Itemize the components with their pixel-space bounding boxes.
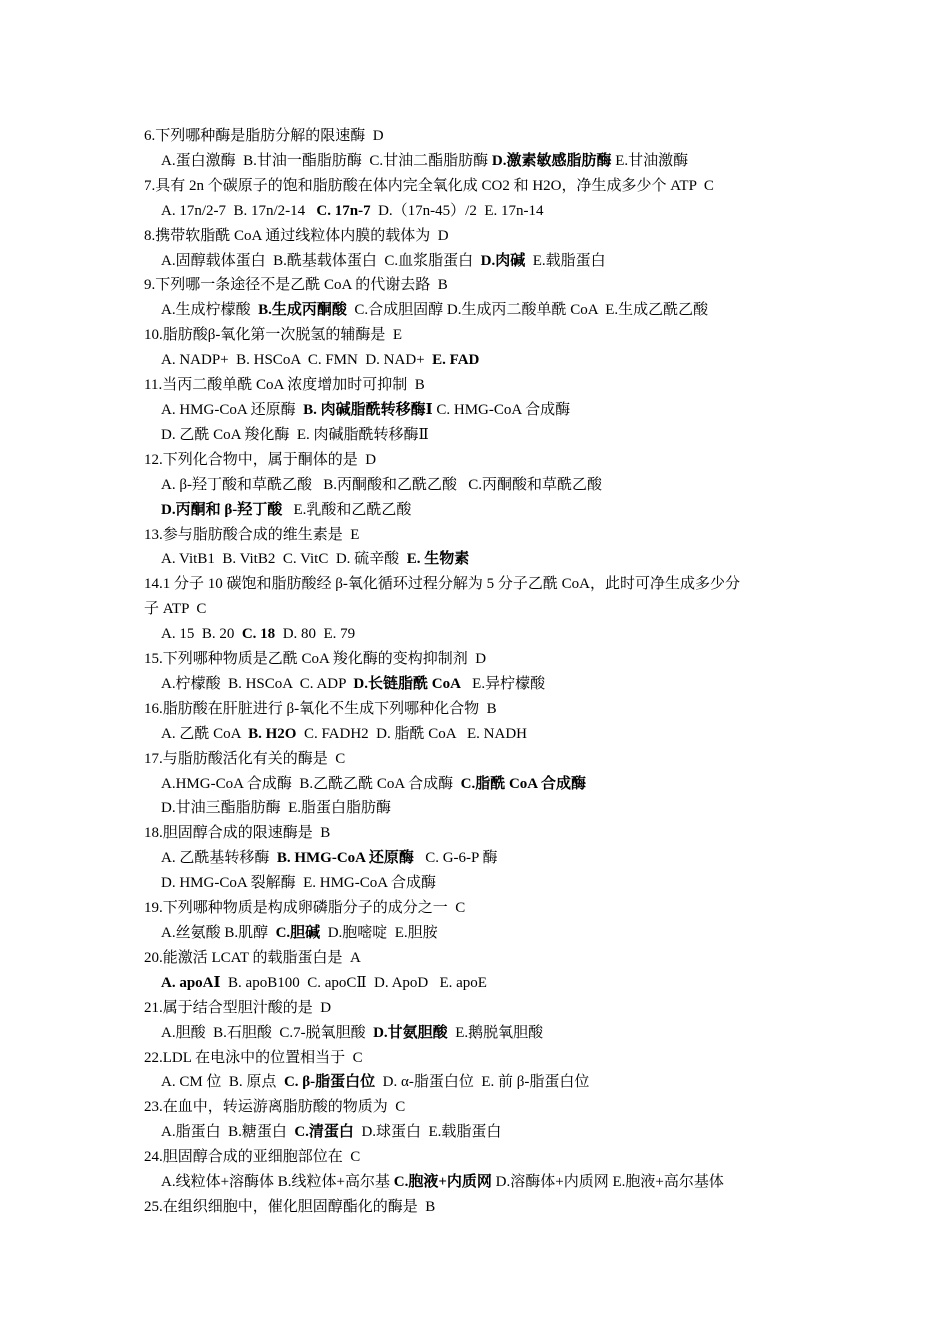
correct-answer-text: C. β-脂蛋白位: [283, 1074, 376, 1091]
answer-options-line: [144, 772, 824, 797]
text-segment: D.溶酶体+内质网 E.胞液+高尔基体: [491, 1174, 724, 1191]
text-segment: A. β-羟丁酸和草酰乙酸 B.丙酮酸和乙酰乙酸 C.丙酮酸和草酰乙酸: [161, 476, 602, 493]
question-line: [144, 1145, 824, 1170]
text-segment: E.甘油激酶: [611, 152, 689, 169]
question-line: [144, 224, 824, 249]
text-segment: A.胆酸 B.石胆酸 C.7-脱氧胆酸: [161, 1024, 374, 1041]
answer-options-line: [144, 398, 824, 423]
text-segment: 子 ATP C: [144, 601, 207, 618]
text-segment: 21.属于结合型胆汁酸的是 D: [144, 999, 332, 1016]
correct-answer-text: D.丙酮和 β-羟丁酸: [161, 501, 283, 518]
text-segment: E.乳酸和乙酰乙酸: [282, 501, 412, 518]
question-line: [144, 821, 824, 846]
text-segment: D. α-脂蛋白位 E. 前 β-脂蛋白位: [375, 1074, 590, 1091]
text-segment: A.脂蛋白 B.糖蛋白: [161, 1124, 295, 1141]
text-segment: 18.胆固醇合成的限速酶是 B: [144, 825, 331, 842]
answer-options-line: [144, 1070, 824, 1095]
answer-options-line: [144, 622, 824, 647]
text-segment: 25.在组织细胞中，催化胆固醇酯化的酶是 B: [144, 1198, 436, 1215]
answer-options-line: [144, 199, 824, 224]
answer-options-line: [144, 1120, 824, 1145]
answer-options-line: [144, 348, 824, 373]
question-line: [144, 1095, 824, 1120]
correct-answer-text: D.激素敏感脂肪酶: [491, 152, 612, 169]
text-segment: 13.参与脂肪酸合成的维生素是 E: [144, 526, 360, 543]
text-segment: C. HMG-CoA 合成酶: [432, 401, 571, 418]
answer-options-line: [144, 871, 824, 896]
text-segment: A. HMG-CoA 还原酶: [161, 401, 304, 418]
correct-answer-text: C. 18: [241, 626, 276, 643]
text-segment: C. FADH2 D. 脂酰 CoA E. NADH: [296, 725, 528, 742]
question-line: [144, 1195, 824, 1220]
answer-options-line: [144, 971, 824, 996]
correct-answer-text: C. 17n-7: [316, 202, 371, 219]
correct-answer-text: E. 生物素: [406, 551, 470, 568]
text-segment: A.蛋白激酶 B.甘油一酯脂肪酶 C.甘油二酯脂肪酶: [161, 152, 492, 169]
question-line: [144, 174, 824, 199]
document-page: [144, 124, 824, 1220]
text-segment: A. CM 位 B. 原点: [161, 1074, 284, 1091]
text-segment: 22.LDL 在电泳中的位置相当于 C: [144, 1049, 363, 1066]
text-segment: 14.1 分子 10 碳饱和脂肪酸经 β-氧化循环过程分解为 5 分子乙酰 CoA，此时可净生成多少分: [144, 576, 740, 593]
question-line: [144, 946, 824, 971]
answer-options-line: [144, 796, 824, 821]
text-segment: D.甘油三酯脂肪酶 E.脂蛋白脂肪酶: [161, 800, 391, 817]
text-segment: A. VitB1 B. VitB2 C. VitC D. 硫辛酸: [161, 551, 407, 568]
question-line: [144, 896, 824, 921]
correct-answer-text: C.清蛋白: [294, 1124, 354, 1141]
text-segment: 16.脂肪酸在肝脏进行 β-氧化不生成下列哪种化合物 B: [144, 700, 497, 717]
answer-options-line: [144, 547, 824, 572]
answer-options-line: [144, 149, 824, 174]
question-line: [144, 448, 824, 473]
answer-options-line: [144, 498, 824, 523]
question-line: [144, 373, 824, 398]
question-line: [144, 647, 824, 672]
text-segment: 11.当丙二酸单酰 CoA 浓度增加时可抑制 B: [144, 377, 425, 394]
question-line: [144, 273, 824, 298]
answer-options-line: [144, 298, 824, 323]
text-segment: D.（17n-45）/2 E. 17n-14: [370, 202, 544, 219]
correct-answer-text: D.甘氨胆酸: [373, 1024, 448, 1041]
text-segment: E.鹅脱氧胆酸: [447, 1024, 544, 1041]
correct-answer-text: B. H2O: [248, 725, 297, 742]
question-line: [144, 323, 824, 348]
text-segment: A.丝氨酸 B.肌醇: [161, 925, 276, 941]
text-segment: 17.与脂肪酸活化有关的酶是 C: [144, 750, 346, 767]
text-segment: B. apoB100 C. apoCⅡ D. ApoD E. apoE: [220, 974, 487, 991]
text-segment: A. 乙酰 CoA: [161, 725, 249, 742]
correct-answer-text: D.肉碱: [480, 252, 526, 269]
correct-answer-text: E. FAD: [432, 352, 480, 369]
text-segment: 15.下列哪种物质是乙酰 CoA 羧化酶的变构抑制剂 D: [144, 651, 487, 668]
answer-options-line: [144, 722, 824, 747]
text-segment: 8.携带软脂酰 CoA 通过线粒体内膜的载体为 D: [144, 227, 449, 244]
question-line: [144, 1046, 824, 1071]
text-segment: C. G-6-P 酶: [413, 850, 498, 867]
text-segment: C.合成胆固醇 D.生成丙二酸单酰 CoA E.生成乙酰乙酸: [346, 302, 709, 319]
text-segment: E.载脂蛋白: [525, 252, 606, 269]
answer-options-line: [144, 473, 824, 498]
question-line: [144, 996, 824, 1021]
text-segment: 9.下列哪一条途径不是乙酰 CoA 的代谢去路 B: [144, 277, 448, 294]
correct-answer-text: D.长链脂酰 CoA: [353, 675, 461, 692]
answer-options-line: [144, 1021, 824, 1046]
text-segment: A.HMG-CoA 合成酶 B.乙酰乙酰 CoA 合成酶: [161, 775, 461, 792]
text-segment: D. HMG-CoA 裂解酶 E. HMG-CoA 合成酶: [161, 875, 437, 892]
question-line: [144, 747, 824, 772]
text-segment: A. 17n/2-7 B. 17n/2-14: [161, 202, 317, 219]
correct-answer-text: B.生成丙酮酸: [258, 302, 347, 319]
correct-answer-text: C.胞液+内质网: [393, 1174, 492, 1191]
question-line: [144, 697, 824, 722]
text-segment: A.柠檬酸 B. HSCoA C. ADP: [161, 675, 354, 692]
text-segment: 24.胆固醇合成的亚细胞部位在 C: [144, 1149, 361, 1166]
text-segment: D. 80 E. 79: [275, 626, 356, 643]
text-segment: D.球蛋白 E.载脂蛋白: [353, 1124, 502, 1141]
text-segment: 20.能激活 LCAT 的载脂蛋白是 A: [144, 949, 361, 966]
answer-options-line: [144, 249, 824, 274]
text-segment: D.胞嘧啶 E.胆胺: [320, 925, 438, 941]
text-segment: E.异柠檬酸: [460, 675, 546, 692]
text-segment: 6.下列哪种酶是脂肪分解的限速酶 D: [144, 128, 384, 144]
question-line: [144, 572, 824, 597]
correct-answer-text: B. 肉碱脂酰转移酶Ⅰ: [303, 401, 433, 418]
text-segment: 7.具有 2n 个碳原子的饱和脂肪酸在体内完全氧化成 CO2 和 H2O，净生成多少个 ATP C: [144, 177, 714, 194]
answer-options-line: [144, 921, 824, 946]
text-segment: A. NADP+ B. HSCoA C. FMN D. NAD+: [161, 352, 433, 369]
text-segment: 23.在血中，转运游离脂肪酸的物质为 C: [144, 1099, 406, 1116]
text-segment: 10.脂肪酸β-氧化第一次脱氢的辅酶是 E: [144, 327, 403, 344]
text-segment: A. 乙酰基转移酶: [161, 850, 277, 867]
text-segment: A.生成柠檬酸: [161, 302, 259, 319]
correct-answer-text: C.胆碱: [275, 925, 321, 941]
correct-answer-text: B. HMG-CoA 还原酶: [276, 850, 414, 867]
text-segment: 12.下列化合物中，属于酮体的是 D: [144, 451, 377, 468]
answer-options-line: [144, 846, 824, 871]
question-line: [144, 124, 824, 149]
text-segment: A.固醇载体蛋白 B.酰基载体蛋白 C.血浆脂蛋白: [161, 252, 481, 269]
text-segment: A.线粒体+溶酶体 B.线粒体+高尔基: [161, 1174, 394, 1191]
question-line: [144, 597, 824, 622]
answer-options-line: [144, 423, 824, 448]
answer-options-line: [144, 672, 824, 697]
answer-options-line: [144, 1170, 824, 1195]
question-line: [144, 523, 824, 548]
correct-answer-text: C.脂酰 CoA 合成酶: [460, 775, 587, 792]
text-segment: A. 15 B. 20: [161, 626, 242, 643]
correct-answer-text: A. apoAⅠ: [161, 974, 221, 991]
text-segment: D. 乙酰 CoA 羧化酶 E. 肉碱脂酰转移酶Ⅱ: [161, 426, 429, 443]
text-segment: 19.下列哪种物质是构成卵磷脂分子的成分之一 C: [144, 900, 466, 917]
